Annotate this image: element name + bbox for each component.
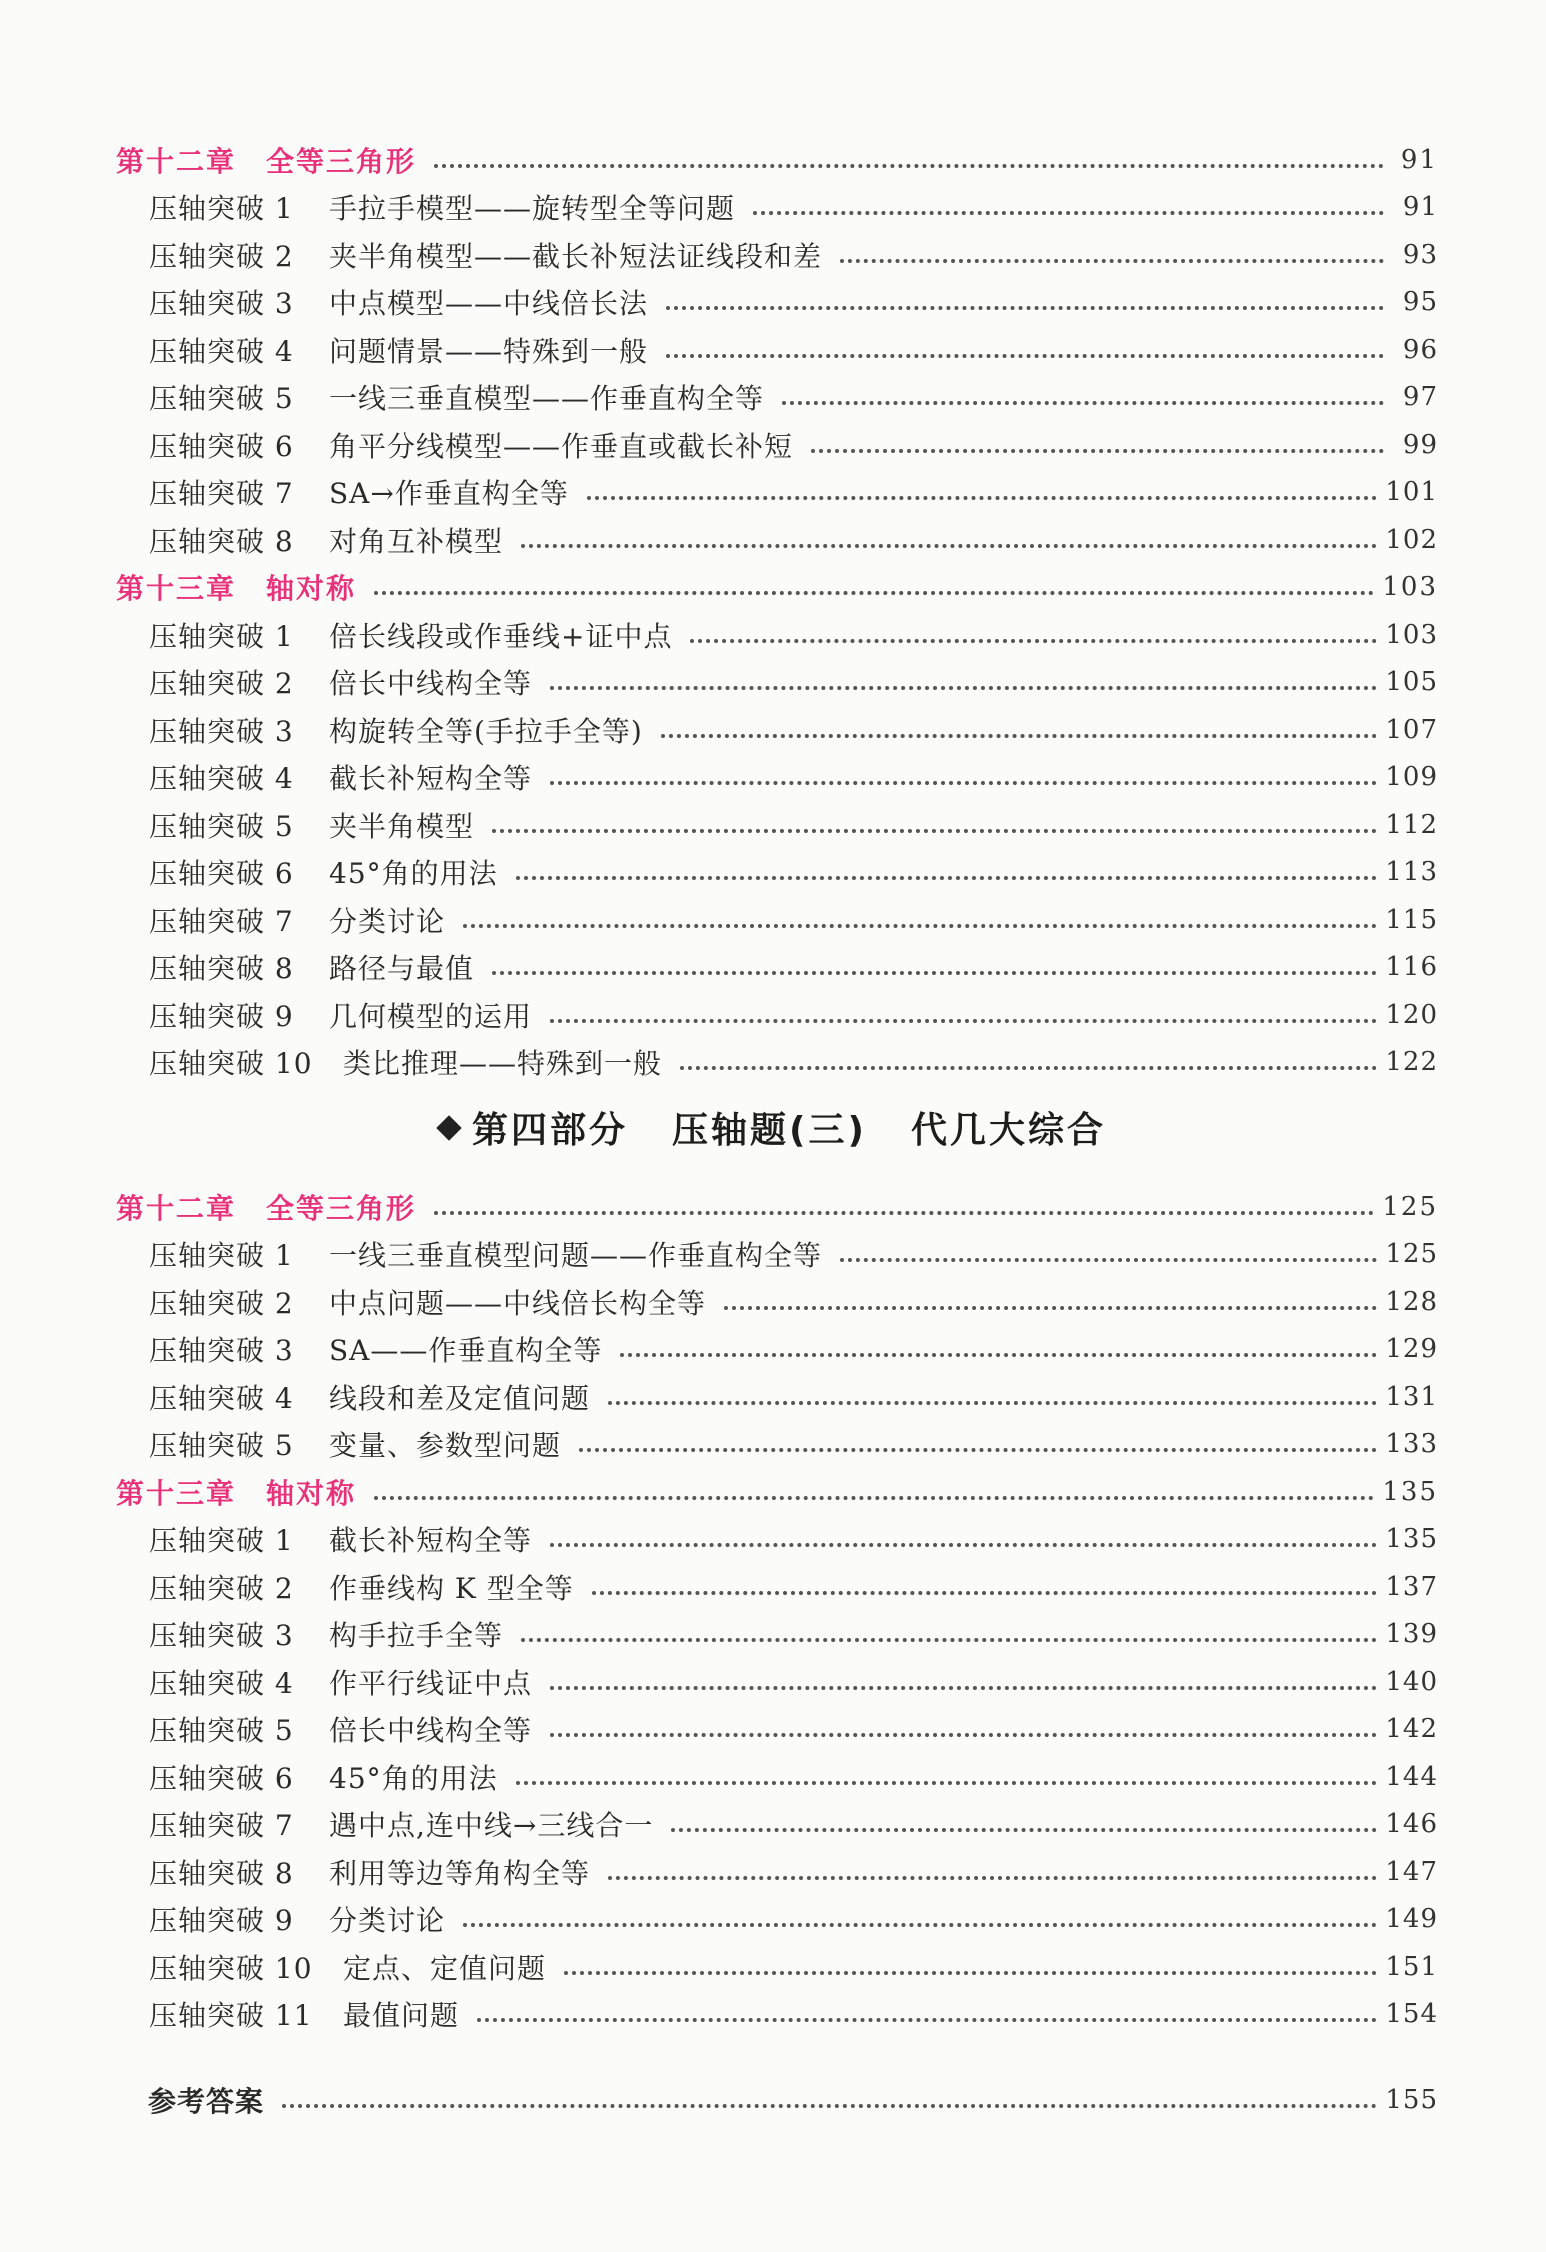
entry-title: SA——作垂直构全等 xyxy=(329,1334,603,1368)
page-number: 107 xyxy=(1385,714,1438,745)
leader-dots xyxy=(680,1038,1377,1070)
page-number: 133 xyxy=(1385,1429,1438,1460)
leader-dots xyxy=(666,326,1384,358)
leader-dots xyxy=(434,1183,1374,1215)
leader-dots xyxy=(550,1658,1377,1690)
page-number: 154 xyxy=(1385,1999,1438,2030)
answers-title: 参考答案 xyxy=(148,2084,265,2118)
entry-prefix: 压轴突破 9 xyxy=(149,1904,294,1938)
page-number: 115 xyxy=(1385,904,1438,935)
toc-chapter-row[interactable] xyxy=(116,564,1438,612)
leader-dots xyxy=(782,373,1384,405)
entry-prefix: 压轴突破 5 xyxy=(149,1714,294,1748)
answers-page: 155 xyxy=(1385,2084,1438,2115)
toc-entry-row[interactable] xyxy=(116,1231,1438,1279)
leader-dots xyxy=(620,1325,1377,1357)
leader-dots xyxy=(434,136,1384,168)
entry-title: SA→作垂直构全等 xyxy=(329,477,569,511)
leader-dots xyxy=(550,658,1377,690)
entry-title: 构手拉手全等 xyxy=(329,1619,504,1653)
leader-dots xyxy=(840,1230,1377,1262)
toc-entry-row[interactable] xyxy=(116,1991,1438,2039)
entry-title: 45°角的用法 xyxy=(329,857,498,891)
chapter-title: 轴对称 xyxy=(266,572,357,606)
leader-dots xyxy=(753,183,1384,215)
entry-prefix: 压轴突破 6 xyxy=(149,1761,294,1795)
toc-entry-row[interactable] xyxy=(116,279,1438,327)
leader-dots xyxy=(492,943,1377,975)
entry-prefix: 压轴突破 8 xyxy=(149,524,294,558)
chapter-number: 第十三章 xyxy=(116,1476,237,1510)
entry-title: 45°角的用法 xyxy=(329,1761,498,1795)
page-number: 113 xyxy=(1385,857,1438,888)
entry-prefix: 压轴突破 4 xyxy=(149,1666,294,1700)
leader-dots xyxy=(587,468,1377,500)
leader-dots xyxy=(690,611,1377,643)
entry-prefix: 压轴突破 7 xyxy=(149,904,294,938)
page-number: 109 xyxy=(1385,762,1438,793)
part-topic: 代几大综合 xyxy=(910,1110,1106,1151)
page-number: 95 xyxy=(1402,287,1438,318)
leader-dots xyxy=(282,2076,1377,2108)
entry-prefix: 压轴突破 1 xyxy=(149,192,294,226)
toc-entry-row[interactable] xyxy=(116,1039,1438,1087)
page-number: 112 xyxy=(1385,809,1438,840)
toc-entry-row[interactable] xyxy=(116,611,1438,659)
leader-dots xyxy=(608,1848,1377,1880)
page-number: 128 xyxy=(1385,1286,1438,1317)
toc-entry-row[interactable] xyxy=(116,754,1438,802)
page-number: 91 xyxy=(1400,144,1438,175)
entry-title: 倍长中线构全等 xyxy=(329,1714,533,1748)
toc-entry-row[interactable] xyxy=(116,469,1438,517)
toc-entry-row[interactable] xyxy=(116,1516,1438,1564)
toc-entry-row[interactable] xyxy=(116,659,1438,707)
toc-section-part4 xyxy=(116,1183,1438,2038)
toc-entry-row[interactable] xyxy=(116,706,1438,754)
entry-title: 一线三垂直模型问题——作垂直构全等 xyxy=(329,1239,823,1273)
chapter-number: 第十三章 xyxy=(116,572,237,606)
diamond-bullet-icon xyxy=(436,1115,461,1140)
leader-dots xyxy=(671,1800,1377,1832)
leader-dots xyxy=(550,753,1377,785)
entry-prefix: 压轴突破 8 xyxy=(149,1856,294,1890)
page-number: 97 xyxy=(1402,382,1438,413)
toc-section-part3 xyxy=(116,136,1438,1086)
answers-entry[interactable] xyxy=(148,2076,1438,2124)
page-number: 140 xyxy=(1385,1666,1438,1697)
page-number: 139 xyxy=(1385,1619,1438,1650)
page-number: 125 xyxy=(1385,1239,1438,1270)
entry-prefix: 压轴突破 10 xyxy=(149,1047,313,1081)
leader-dots xyxy=(521,516,1377,548)
toc-entry-row[interactable] xyxy=(116,1943,1438,1991)
entry-prefix: 压轴突破 2 xyxy=(149,239,294,273)
entry-title: 类比推理——特殊到一般 xyxy=(343,1047,663,1081)
toc-entry-row[interactable] xyxy=(116,1563,1438,1611)
page-number: 93 xyxy=(1402,239,1438,270)
leader-dots xyxy=(550,1705,1377,1737)
entry-title: 手拉手模型——旋转型全等问题 xyxy=(329,192,736,226)
leader-dots xyxy=(661,706,1378,738)
entry-prefix: 压轴突破 8 xyxy=(149,952,294,986)
leader-dots xyxy=(492,801,1377,833)
leader-dots xyxy=(840,231,1384,263)
toc-entry-row[interactable] xyxy=(116,801,1438,849)
entry-prefix: 压轴突破 1 xyxy=(149,1524,294,1558)
toc-chapter-row[interactable] xyxy=(116,136,1438,184)
chapter-title: 全等三角形 xyxy=(266,1191,417,1225)
page-number: 105 xyxy=(1385,667,1438,698)
page-number: 131 xyxy=(1385,1381,1438,1412)
entry-prefix: 压轴突破 7 xyxy=(149,1809,294,1843)
leader-dots xyxy=(550,991,1377,1023)
leader-dots xyxy=(724,1278,1377,1310)
entry-title: 遇中点,连中线→三线合一 xyxy=(329,1809,654,1843)
part-name: 压轴题(三) xyxy=(672,1110,867,1151)
entry-title: 最值问题 xyxy=(343,1999,460,2033)
leader-dots xyxy=(564,1943,1377,1975)
part-number: 第四部分 xyxy=(472,1110,629,1151)
toc-entry-row[interactable] xyxy=(116,184,1438,232)
entry-title: 截长补短构全等 xyxy=(329,762,533,796)
page-number: 135 xyxy=(1382,1476,1438,1507)
entry-title: 变量、参数型问题 xyxy=(329,1429,562,1463)
toc-entry-row[interactable] xyxy=(116,1896,1438,1944)
entry-title: 角平分线模型——作垂直或截长补短 xyxy=(329,429,794,463)
entry-prefix: 压轴突破 2 xyxy=(149,667,294,701)
entry-prefix: 压轴突破 4 xyxy=(149,762,294,796)
entry-title: 问题情景——特殊到一般 xyxy=(329,334,649,368)
toc-entry-row[interactable] xyxy=(116,1373,1438,1421)
leader-dots xyxy=(516,1753,1378,1785)
leader-dots xyxy=(811,421,1384,453)
chapter-number: 第十二章 xyxy=(116,1191,237,1225)
toc-entry-row[interactable] xyxy=(116,896,1438,944)
entry-title: 中点问题——中线倍长构全等 xyxy=(329,1286,707,1320)
entry-prefix: 压轴突破 4 xyxy=(149,1381,294,1415)
toc-entry-row[interactable] xyxy=(116,1326,1438,1374)
entry-prefix: 压轴突破 2 xyxy=(149,1286,294,1320)
toc-chapter-row[interactable] xyxy=(116,1468,1438,1516)
entry-prefix: 压轴突破 9 xyxy=(149,999,294,1033)
toc-entry-row[interactable] xyxy=(116,1278,1438,1326)
leader-dots xyxy=(374,563,1374,595)
page-number: 96 xyxy=(1402,334,1438,365)
leader-dots xyxy=(477,1990,1377,2022)
entry-title: 夹半角模型 xyxy=(329,809,475,843)
leader-dots xyxy=(592,1563,1378,1595)
toc-entry-row[interactable] xyxy=(116,1611,1438,1659)
toc-entry-row[interactable] xyxy=(116,231,1438,279)
leader-dots xyxy=(374,1468,1374,1500)
entry-title: 中点模型——中线倍长法 xyxy=(329,287,649,321)
leader-dots xyxy=(666,278,1384,310)
entry-prefix: 压轴突破 3 xyxy=(149,1619,294,1653)
toc-entry-row[interactable] xyxy=(116,516,1438,564)
toc-entry-row[interactable] xyxy=(116,1753,1438,1801)
entry-title: 路径与最值 xyxy=(329,952,475,986)
toc-chapter-row[interactable] xyxy=(116,1183,1438,1231)
leader-dots xyxy=(550,1515,1377,1547)
entry-prefix: 压轴突破 3 xyxy=(149,287,294,321)
page-number: 103 xyxy=(1385,619,1438,650)
entry-prefix: 压轴突破 5 xyxy=(149,1429,294,1463)
entry-prefix: 压轴突破 7 xyxy=(149,477,294,511)
page-number: 137 xyxy=(1385,1571,1438,1602)
toc-entry-row[interactable] xyxy=(116,944,1438,992)
toc-row-answers[interactable] xyxy=(148,2076,1438,2124)
entry-title: 截长补短构全等 xyxy=(329,1524,533,1558)
page-number: 151 xyxy=(1385,1951,1438,1982)
entry-title: 构旋转全等(手拉手全等) xyxy=(329,714,643,748)
page-number: 149 xyxy=(1385,1904,1438,1935)
toc-entry-row[interactable] xyxy=(116,1848,1438,1896)
toc-entry-row[interactable] xyxy=(116,374,1438,422)
page-number: 125 xyxy=(1382,1191,1438,1222)
entry-title: 对角互补模型 xyxy=(329,524,504,558)
page-number: 102 xyxy=(1385,524,1438,555)
page-number: 101 xyxy=(1385,477,1438,508)
leader-dots xyxy=(463,1895,1377,1927)
toc-entry-row[interactable] xyxy=(116,991,1438,1039)
entry-prefix: 压轴突破 3 xyxy=(149,1334,294,1368)
entry-prefix: 压轴突破 10 xyxy=(149,1951,313,1985)
entry-title: 夹半角模型——截长补短法证线段和差 xyxy=(329,239,823,273)
page-number: 122 xyxy=(1385,1047,1438,1078)
entry-title: 一线三垂直模型——作垂直构全等 xyxy=(329,382,765,416)
entry-title: 利用等边等角构全等 xyxy=(329,1856,591,1890)
entry-title: 线段和差及定值问题 xyxy=(329,1381,591,1415)
page-number: 135 xyxy=(1385,1524,1438,1555)
entry-prefix: 压轴突破 6 xyxy=(149,429,294,463)
entry-prefix: 压轴突破 11 xyxy=(149,1999,313,2033)
chapter-title: 轴对称 xyxy=(266,1476,357,1510)
entry-prefix: 压轴突破 5 xyxy=(149,809,294,843)
part-heading xyxy=(0,1102,1546,1153)
entry-prefix: 压轴突破 5 xyxy=(149,382,294,416)
page-number: 147 xyxy=(1385,1856,1438,1887)
page-number: 144 xyxy=(1385,1761,1438,1792)
toc-entry-row[interactable] xyxy=(116,1658,1438,1706)
entry-prefix: 压轴突破 1 xyxy=(149,619,294,653)
page-number: 116 xyxy=(1385,952,1438,983)
page-number: 99 xyxy=(1402,429,1438,460)
leader-dots xyxy=(463,896,1377,928)
toc-entry-row[interactable] xyxy=(116,421,1438,469)
entry-title: 分类讨论 xyxy=(329,1904,446,1938)
toc-entry-row[interactable] xyxy=(116,1706,1438,1754)
leader-dots xyxy=(516,848,1378,880)
page-number: 142 xyxy=(1385,1714,1438,1745)
page-number: 91 xyxy=(1402,192,1438,223)
entry-title: 定点、定值问题 xyxy=(343,1951,547,1985)
toc-entry-row[interactable] xyxy=(116,326,1438,374)
entry-prefix: 压轴突破 6 xyxy=(149,857,294,891)
leader-dots xyxy=(521,1610,1377,1642)
toc-entry-row[interactable] xyxy=(116,849,1438,897)
page-number: 129 xyxy=(1385,1334,1438,1365)
leader-dots xyxy=(608,1373,1377,1405)
entry-title: 倍长中线构全等 xyxy=(329,667,533,701)
entry-prefix: 压轴突破 4 xyxy=(149,334,294,368)
entry-title: 倍长线段或作垂线+证中点 xyxy=(329,619,673,653)
chapter-title: 全等三角形 xyxy=(266,144,417,178)
entry-title: 几何模型的运用 xyxy=(329,999,533,1033)
entry-title: 作平行线证中点 xyxy=(329,1666,533,1700)
page-number: 120 xyxy=(1385,999,1438,1030)
page-number: 103 xyxy=(1382,572,1438,603)
page-number: 146 xyxy=(1385,1809,1438,1840)
toc-entry-row[interactable] xyxy=(116,1801,1438,1849)
entry-prefix: 压轴突破 2 xyxy=(149,1571,294,1605)
leader-dots xyxy=(579,1420,1377,1452)
entry-title: 分类讨论 xyxy=(329,904,446,938)
entry-prefix: 压轴突破 3 xyxy=(149,714,294,748)
toc-entry-row[interactable] xyxy=(116,1421,1438,1469)
chapter-number: 第十二章 xyxy=(116,144,237,178)
entry-title: 作垂线构 K 型全等 xyxy=(329,1571,574,1605)
entry-prefix: 压轴突破 1 xyxy=(149,1239,294,1273)
